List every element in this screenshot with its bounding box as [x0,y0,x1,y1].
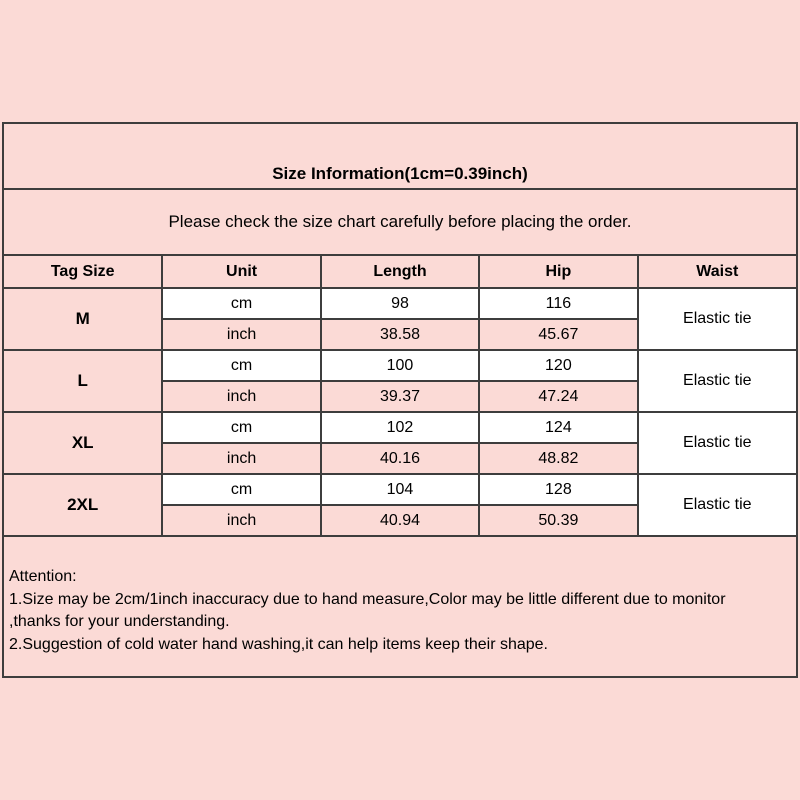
attention-line: 1.Size may be 2cm/1inch inaccuracy due to hand measure,Color may be little different due to monitor [9,590,726,608]
unit-cell: inch [162,381,320,412]
attention-line: ,thanks for your understanding. [9,613,230,630]
table-row-xl-cm [4,412,796,443]
table-row-l-cm [4,350,796,381]
waist-cell-xl: Elastic tie [638,412,796,474]
size-cell-m: M [4,288,162,350]
table-row-2xl-cm [4,474,796,505]
column-header-length: Length [321,255,479,288]
attention-line: Attention: [9,568,77,585]
unit-cell: cm [162,350,320,381]
length-cell: 40.16 [321,443,479,474]
panel-subtitle: Please check the size chart carefully before placing the order. [4,188,796,254]
length-cell: 100 [321,350,479,381]
table-row-m-cm [4,288,796,319]
hip-cell: 48.82 [479,443,637,474]
length-cell: 40.94 [321,505,479,536]
length-cell: 98 [321,288,479,319]
hip-cell: 120 [479,350,637,381]
column-header-waist: Waist [638,255,796,288]
size-cell-l: L [4,350,162,412]
hip-cell: 116 [479,288,637,319]
hip-cell: 128 [479,474,637,505]
size-cell-xl: XL [4,412,162,474]
unit-cell: cm [162,474,320,505]
length-cell: 38.58 [321,319,479,350]
unit-cell: cm [162,412,320,443]
unit-cell: inch [162,443,320,474]
size-cell-2xl: 2XL [4,474,162,536]
unit-cell: inch [162,505,320,536]
unit-cell: inch [162,319,320,350]
size-info-panel [2,122,798,678]
attention-note [4,537,796,676]
panel-title: Size Information(1cm=0.39inch) [272,164,528,183]
length-cell: 104 [321,474,479,505]
hip-cell: 47.24 [479,381,637,412]
hip-cell: 124 [479,412,637,443]
column-header-tag-size: Tag Size [4,255,162,288]
column-header-unit: Unit [162,255,320,288]
attention-line: 2.Suggestion of cold water hand washing,it can help items keep their shape. [9,635,548,653]
hip-cell: 50.39 [479,505,637,536]
waist-cell-l: Elastic tie [638,350,796,412]
column-header-hip: Hip [479,255,637,288]
waist-cell-2xl: Elastic tie [638,474,796,536]
length-cell: 102 [321,412,479,443]
unit-cell: cm [162,288,320,319]
table-header-row [4,255,796,288]
length-cell: 39.37 [321,381,479,412]
size-table [4,254,796,537]
waist-cell-m: Elastic tie [638,288,796,350]
hip-cell: 45.67 [479,319,637,350]
